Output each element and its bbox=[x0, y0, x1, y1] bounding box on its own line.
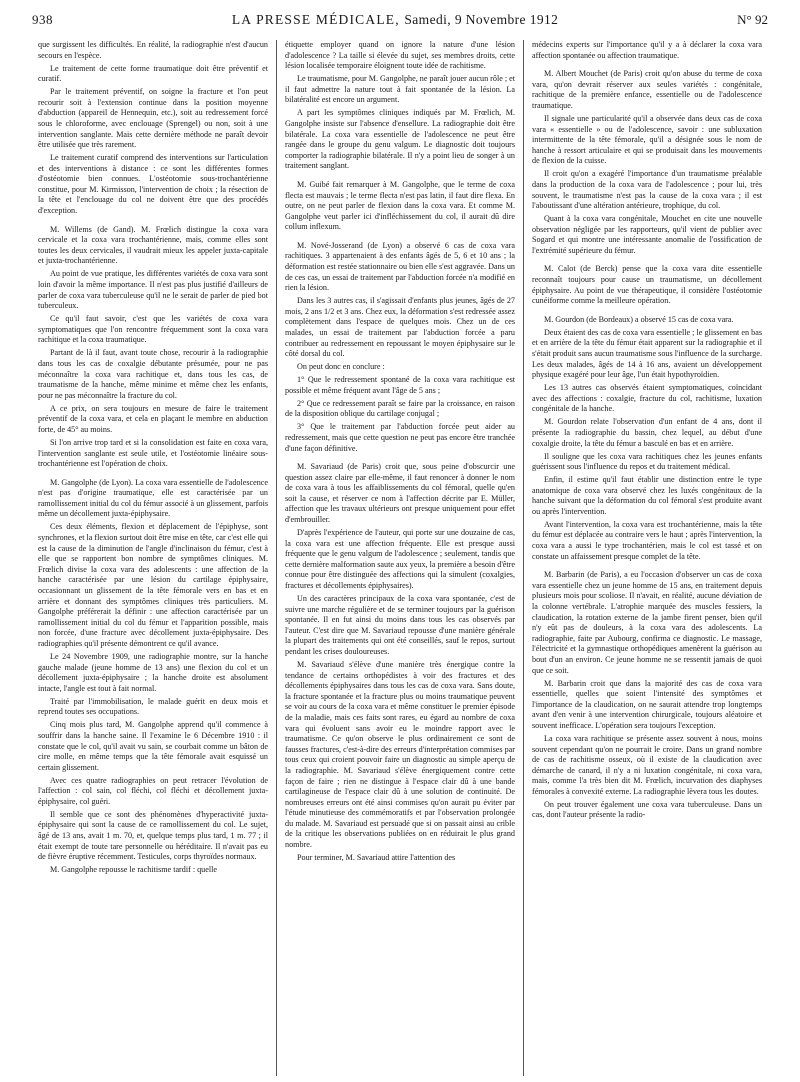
paragraph: 1° Que le redressement spontané de la coxa vara rachitique est possible et même fréquent avant l'âge de 5 ans ; bbox=[285, 375, 515, 395]
paragraph: A ce prix, on sera toujours en mesure de faire le traitement préventif de la coxa vara, et cela en plaçant le membre en abduction forte, de 45° au moins. bbox=[38, 403, 268, 434]
paragraph: M. Gourdon (de Bordeaux) a observé 15 cas de coxa vara. bbox=[544, 314, 734, 324]
paragraph: Le traitement de cette forme traumatique doit être préventif et curatif. bbox=[38, 63, 268, 84]
paragraph: La coxa vara rachitique se présente assez souvent à nous, moins souvent cependant qu'on ne pourrait le croire. Dans un grand nombre de cas de rachitisme osseux, où il existe de la claudication avec démarche de canard, il n'y a ni luxation congénitale, ni coxa vara, mais, comme l'a très bien dit M. Frœlich, incurvation des diaphyses fémorales à convexité externe. La radiographie lèvera tous les doutes. bbox=[532, 733, 762, 796]
paragraph: Il semble que ce sont des phénomènes d'hyperactivité juxta-épiphysaire qui sont la cause de ce ramollissement du col. Le sujet, âgé de 13 ans, avait 1 m. 70, et, quelque temps plus tard, 1 m. 77 ; il était exempt de toute tare personnelle ou héréditaire. Il n'avait pas eu de fièvre éruptive récemment. Testicules, corps thyroïdes normaux. bbox=[38, 809, 268, 862]
paragraph: M. Calot (de Berck) pense que la coxa vara dite essentielle reconnaît toujours pour cause un traumatisme, un décollement épiphysaire. Au point de vue thérapeutique, il considère l'ostéotomie cunéiforme comme la meilleure opération. bbox=[532, 264, 762, 306]
paragraph: Au point de vue pratique, les différentes variétés de coxa vara sont loin d'avoir la même importance. Il n'est pas plus justifié d'ailleurs de parler de coxa vara tuberculeuse qu'il ne le serait de parler de pied bot tuberculeux. bbox=[38, 269, 268, 311]
paragraph: Partant de là il faut, avant toute chose, recourir à la radiographie dans tous les cas de coxalgie débutante présumée, pour ne pas méconnaître la coxa vara rachitique et, dans tous les cas, de traumatisme de la hanche, même minime et même chez les enfants, pour ne pas méconnaître la fracture du col. bbox=[38, 348, 268, 400]
column-3 bbox=[523, 40, 770, 1076]
paragraph: Le 24 Novembre 1909, une radiographie montre, sur la hanche gauche malade (jeune homme de 13 ans) une flexion du col et un décollement juxta-épiphysaire ; la hanche droite est absolument intacte, l'angle est tout à fait normal. bbox=[38, 651, 268, 693]
column-2 bbox=[276, 40, 523, 1076]
paragraph: Enfin, il estime qu'il faut établir une distinction entre le type anatomique de coxa vara observé chez les luxés congénitaux de la hanche suivant que la déformation du col fémoral s'est produite avant ou après l'intervention. bbox=[532, 475, 762, 516]
paragraph: M. Gourdon relate l'observation d'un enfant de 4 ans, dont il présente la radiographie du bassin, chez lequel, au début d'une coxalgie droite, la tête du fémur a basculé en bas et en arrière. bbox=[532, 417, 762, 448]
issue-date: Samedi, 9 Novembre 1912 bbox=[404, 12, 559, 27]
paragraph: Pour terminer, M. Savariaud attire l'attention des bbox=[297, 853, 456, 863]
paragraph: Par le traitement préventif, on soigne la fracture et l'on peut recourir soit à l'extension continue dans la position moyenne d'abduction (appareil de Hennequin, etc.), soit au redressement forcé sous le chloroforme, avec enclouage (Sprengel) ou non, soit à une intervention sanglante. Mais cette dernière méthode ne paraît devoir être utilisée que très rarement. bbox=[38, 87, 268, 150]
paragraph: 3° Que le traitement par l'abduction forcée peut aider au redressement, mais que cette question ne peut pas encore être tranchée d'une façon définitive. bbox=[285, 422, 515, 453]
paragraph: M. Savariaud s'élève d'une manière très énergique contre la tendance de certains orthopédistes à voir des fractures et des décollements épiphysaires dans tous les cas de coxa vara. Sans doute, la fracture spontanée et la fracture plus ou moins traumatique peuvent se voir au cours de la coxa vara et même constituer le premier épisode de la maladie, mais ces faits sont rares, eu égard au nombre de coxa vara qui évoluent sans avoir eu le moindre rapport avec le traumatisme. Ce qu'on observe le plus ordinairement ce sont de fausses fractures, c'est-à-dire des erreurs d'interprétation commises par tous ceux qui croient pouvoir faire un diagnostic au simple aperçu de la radiographie. M. Savariaud s'élève énergiquement contre cette façon de faire ; rien ne distingue à l'espace clair dû à une bande cartilagineuse de l'espace clair dû à une solution de continuité. De nombreuses erreurs ont été ainsi commises qu'on aurait pu éviter par l'étude minutieuse des commémoratifs et par l'observation prolongée du malade. M. Savariaud est persuadé que si on passait ainsi au crible de la critique les observations publiées on en réduirait le plus grand nombre. bbox=[285, 659, 515, 850]
paragraph: que surgissent les difficultés. En réalité, la radiographie n'est d'aucun secours en l'espèce. bbox=[38, 40, 268, 60]
paragraph: Le traitement curatif comprend des interventions sur l'articulation et des interventions à distance : ce sont les différentes formes d'ostéotomie bien connues. L'ostéotomie sous-trochantérienne constitue, pour M. Kirmisson, l'intervention de choix ; la résection de la tête et l'enclouage du col ne doivent être que des procédés d'exception. bbox=[38, 153, 268, 216]
page-header bbox=[32, 12, 768, 38]
paragraph: étiquette employer quand on ignore la nature d'une lésion d'adolescence ? La taille si élevée du sujet, ses membres droits, cette lésion localisée temporaire éloignent toute idée de rachitisme. bbox=[285, 40, 515, 71]
paragraph: Ces deux éléments, flexion et déplacement de l'épiphyse, sont synchrones, et la flexion surtout doit être mise en tête, car c'est elle qui est la cause de la diminution de l'angle d'inclinaison du fémur, c'est à elle que se rapportent bon nombre de symptômes cliniques. M. Frœlich divise la coxa vara des adolescents : une affection de la hanche caractérisée par une lésion du cartilage épiphysaire, occasionnant un glissement de la tête fémorale vers en bas et en arrière et donnant des symptômes cliniques très particuliers. M. Gangolphe préférerait la définir : une affection caractérisée par un ramollissement initial du col du fémur et l'apparition possible, mais non forcée, d'une fracture avec décollement juxta-épiphysaire. Des radiographies qu'il présente démontrent ce qu'il avance. bbox=[38, 522, 269, 648]
paragraph: Il croit qu'on a exagéré l'importance d'un traumatisme préalable dans la production de la coxa vara de l'adolescence ; pour lui, très souvent, le traumatisme n'est pas la cause de la coxa vara ; il est l'aboutissant d'une altération antérieure, trophique, du col. bbox=[532, 169, 762, 211]
paragraph: A part les symptômes cliniques indiqués par M. Frœlich, M. Gangolphe insiste sur l'absence d'ensellure. La radiographie doit être bilatérale. La coxa vara essentielle de l'adolescence ne peut être rangée dans le groupe du genu valgum. Le diagnostic doit toujours comporter la radiographie bilatérale. Il n'y a point lieu de songer à un traitement sanglant. bbox=[285, 108, 515, 171]
paragraph: M. Guibé fait remarquer à M. Gangolphe, que le terme de coxa flecta est mauvais ; le terme flecta n'est pas latin, il faut dire flexa. En outre, on ne peut parler de flexion dans la coxa vara. Et comme M. Gangolphe veut parler ici d'infléchissement du col, il aurait dû dire collum inflexum. bbox=[285, 179, 515, 232]
paragraph: médecins experts sur l'importance qu'il y a à déclarer la coxa vara affection spontanée ou affection traumatique. bbox=[532, 40, 762, 60]
paragraph: Avec ces quatre radiographies on peut retracer l'évolution de l'affection : col sain, col fléchi, col fléchi et décollement juxta-épiphysaire, col guéri. bbox=[38, 775, 268, 806]
paragraph: Le traumatisme, pour M. Gangolphe, ne paraît jouer aucun rôle ; et il faut admettre la nature tout à fait spontanée de la lésion. La bilatéralité est encore un argument. bbox=[285, 74, 515, 105]
paragraph: M. Albert Mouchet (de Paris) croit qu'on abuse du terme de coxa vara, qu'on devrait réserver aux seules variétés : congénitale, rachitique de la première enfance, essentielle ou de l'adolescence traumatique. bbox=[532, 69, 762, 110]
paragraph: Un des caractères principaux de la coxa vara spontanée, c'est de suivre une marche régulière et de se terminer toujours par la guérison spontanée. Il en fut ainsi du moins dans tous les cas observés par l'auteur. C'est dire que M. Savariaud repousse d'une manière générale la plupart des traitements qui ont été conseillés, sauf le repos, surtout pendant les crises douloureuses. bbox=[285, 594, 515, 656]
paragraph: Traité par l'immobilisation, le malade guérit en deux mois et reprend toutes ses occupations. bbox=[38, 696, 268, 717]
paragraph: 2° Que ce redressement paraît se faire par la croissance, en raison de la disposition oblique du cartilage conjugal ; bbox=[285, 398, 515, 419]
paragraph: Les 13 autres cas observés étaient symptomatiques, coïncidant avec des affections : coxalgie, fracture du col, rachitisme, luxation congénitale de la hanche. bbox=[532, 383, 762, 414]
journal-title bbox=[232, 12, 558, 28]
paragraph: M. Willems (de Gand). M. Frœlich distingue la coxa vara cervicale et la coxa vara trochantérienne, mais, comme elles sont toutes les deux cervicales, il vaudrait mieux les appeler juxta-capitale et juxta-trochantérienne. bbox=[38, 224, 268, 266]
column-1 bbox=[30, 40, 276, 1076]
paragraph: Avant l'intervention, la coxa vara est trochantérienne, mais la tête du fémur est déplacée au contraire vers le haut ; après l'intervention, la coxa vara a aussi le type trochantérien, mais le col est tassé et on constate un affaissement presque complet de la tête. bbox=[532, 519, 762, 561]
paragraph: M. Barbarin (de Paris), a eu l'occasion d'observer un cas de coxa vara essentielle chez un jeune homme de 15 ans, en traitement depuis plusieurs mois pour scoliose. Il n'avait, en réalité, aucune déviation de la colonne vertébrale. L'atrophie marquée des muscles fessiers, la claudication, la rotation externe de la jambe firent penser, bien qu'il n'y eût pas de douleurs, à la coxa vara des adolescents. La radiographie, faite par Aubourg, confirma ce diagnostic. Le massage, l'électricité et la gymnastique orthopédiques amenèrent la guérison au bout d'un an environ. Ce jeune homme ne se ressentit jamais de quoi que ce soit. bbox=[532, 570, 762, 675]
paragraph: M. Gangolphe (de Lyon). La coxa vara essentielle de l'adolescence n'est pas d'origine traumatique, elle est caractérisée par un ramollissement initial du col du fémur associé à un glissement, parfois même un décollement juxta-épiphysaire. bbox=[38, 477, 268, 519]
paragraph: On peut trouver également une coxa vara tuberculeuse. Dans un cas, dont l'auteur présente la radio- bbox=[532, 799, 762, 820]
paragraph: M. Gangolphe repousse le rachitisme tardif : quelle bbox=[50, 865, 217, 875]
paragraph: Ce qu'il faut savoir, c'est que les variétés de coxa vara symptomatiques que l'on rencontre fréquemment sont la coxa vara rachitique et la coxa traumatique. bbox=[38, 314, 268, 345]
paragraph: Il souligne que les coxa vara rachitiques chez les jeunes enfants guérissent sous l'influence du repos et du traitement médical. bbox=[532, 451, 762, 472]
paragraph: Si l'on arrive trop tard et si la consolidation est faite en coxa vara, l'intervention sanglante est seule utile, et l'ostéotomie linéaire sous-trochantérienne est l'opération de choix. bbox=[38, 437, 268, 469]
paragraph: M. Nové-Josserand (de Lyon) a observé 6 cas de coxa vara rachitiques. 3 appartenaient à des enfants âgés de 5, 6 et 10 ans ; la déformation est restée stationnaire ou bien elle s'est aggravée. Dans un de ces cas, un essai de traitement par l'abduction forcée n'a modifié en rien la lésion. bbox=[285, 240, 515, 293]
paragraph: Cinq mois plus tard, M. Gangolphe apprend qu'il commence à souffrir dans la hanche saine. Il l'examine le 6 Décembre 1910 : il constate que le col, qu'il avait vu sain, se courbait comme un bâton de cire molle, en même temps que la tête fémorale avait esquissé un certain glissement. bbox=[38, 720, 268, 772]
issue-number: N° 92 bbox=[737, 12, 768, 27]
article-columns bbox=[30, 40, 770, 1076]
paragraph: Dans les 3 autres cas, il s'agissait d'enfants plus jeunes, âgés de 27 mois, 2 ans 1/2 et 3 ans. Chez eux, la déformation s'est redressée assez complètement dans l'espace de quelques mois. Chez un de ces malades, un essai de traitement par l'abduction forcée a paru contribuer au redressement en repoussant le moyen épiphysaire sur le côté dorsal du col. bbox=[285, 296, 515, 359]
paragraph: Quant à la coxa vara congénitale, Mouchet en cite une nouvelle observation négligée par les rapporteurs, qu'il vient de publier avec Sogard et qui montre une intéressante anomalie de l'ossification de l'extrémité supérieure du fémur. bbox=[532, 214, 762, 255]
paragraph: M. Savariaud (de Paris) croit que, sous peine d'obscurcir une question assez claire par elle-même, il faut renoncer à donner le nom de coxa vara à tous les affaiblissements du col fémoral, quelle qu'en soit la cause, et réserver ce nom à l'affection décrite par E. Müller, affection que les travaux ultérieurs ont presque uniquement pour effet d'embrouiller. bbox=[285, 462, 515, 525]
page-number: 938 bbox=[32, 12, 53, 27]
paragraph: On peut donc en conclure : bbox=[297, 362, 385, 372]
journal-name: LA PRESSE MÉDICALE, bbox=[231, 12, 400, 27]
paragraph: Deux étaient des cas de coxa vara essentielle ; le glissement en bas et en arrière de la tête du fémur était apparent sur la radiographie et il s'était produit sans aucun traumatisme sous l'influence de la surcharge. Les deux malades, âgés de 14 à 16 ans, avaient un développement physique exagéré pour leur âge, l'un était hypothyroïdien. bbox=[532, 327, 762, 380]
paragraph: M. Barbarin croit que dans la majorité des cas de coxa vara essentielle, quelles que soient l'intensité des symptômes et l'importance de la claudication, on ne saurait attendre trop longtemps avant d'en venir à une intervention chirurgicale, toujours aléatoire et souvent inefficace. L'opération sera toujours l'exception. bbox=[532, 678, 762, 730]
paragraph: Il signale une particularité qu'il a observée dans deux cas de coxa vara « essentielle » ou de l'adolescence, savoir : une subluxation intermittente de la tête fémorale, qu'il a désignée sous le nom de hanche à ressort articulaire et qui se produisait dans les mouvements de flexion de la cuisse. bbox=[532, 113, 762, 166]
paragraph: D'après l'expérience de l'auteur, qui porte sur une douzaine de cas, la coxa vara est une affection fréquente. Elle est presque aussi fréquente que le genu valgum de l'adolescence ; seulement, tandis que cette dernière malformation saute aux yeux, la première a besoin d'être connue pour être distinguée des affections qui la simulent (coxalgies, fractures et décollements épiphysaires). bbox=[285, 528, 515, 591]
